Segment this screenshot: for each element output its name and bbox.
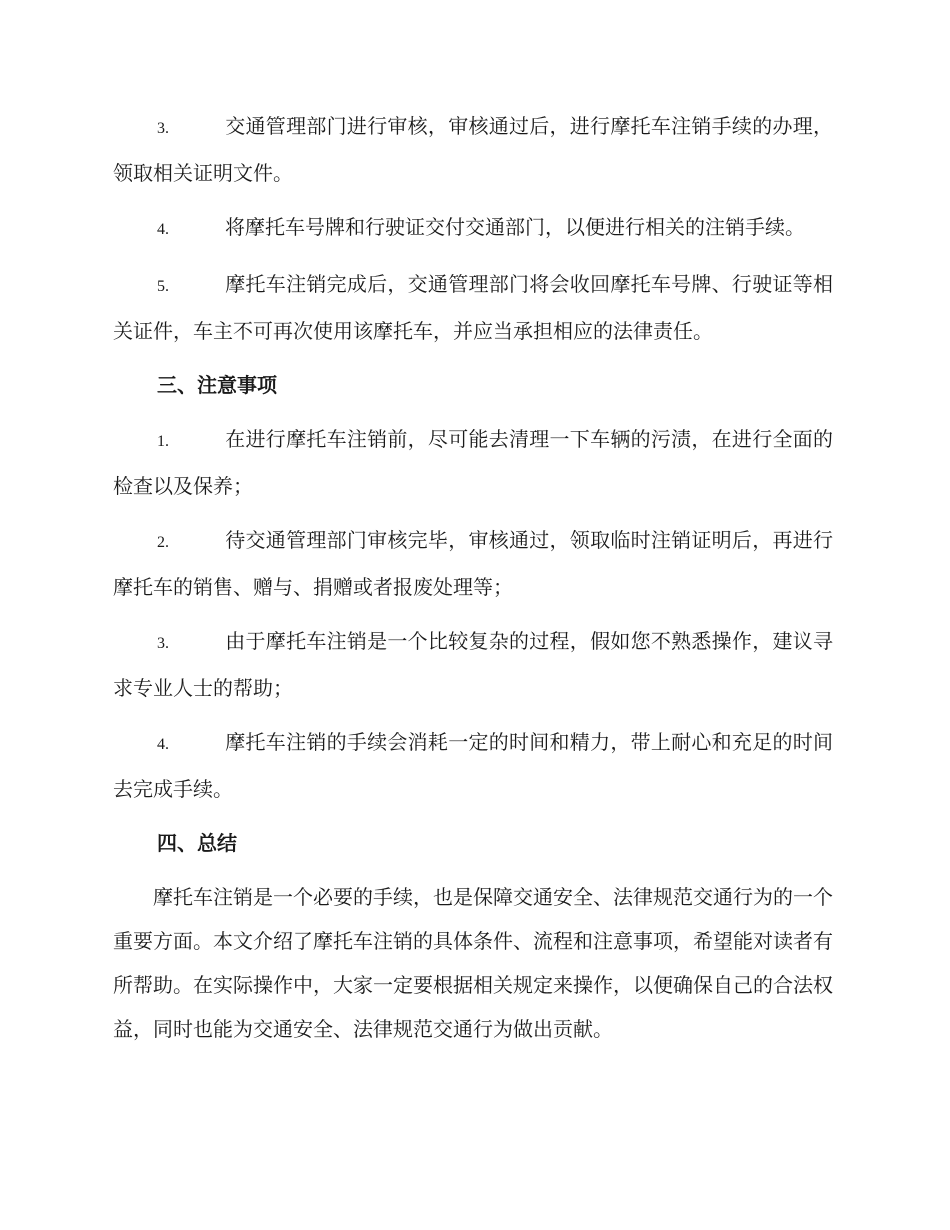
list-item	[113, 720, 833, 811]
list-text: 待交通管理部门审核完毕，审核通过，领取临时注销证明后，再进行摩托车的销售、赠与、捐赠或者报废处理等；	[113, 528, 833, 599]
list-text: 将摩托车号牌和行驶证交付交通部门，以便进行相关的注销手续。	[225, 215, 805, 239]
list-item	[113, 518, 833, 609]
list-number: 4.	[157, 736, 169, 753]
list-number: 5.	[157, 278, 169, 295]
list-number: 1.	[157, 433, 169, 450]
list-text: 交通管理部门进行审核，审核通过后，进行摩托车注销手续的办理，领取相关证明文件。	[113, 114, 833, 185]
list-number: 2.	[157, 534, 169, 551]
list-item	[113, 417, 833, 508]
list-item	[113, 262, 833, 353]
section-heading-notes: 三、注意事项	[157, 373, 277, 397]
list-text: 在进行摩托车注销前，尽可能去清理一下车辆的污渍，在进行全面的检查以及保养；	[113, 427, 833, 498]
list-text: 由于摩托车注销是一个比较复杂的过程，假如您不熟悉操作，建议寻求专业人士的帮助；	[113, 629, 833, 700]
list-item	[113, 205, 833, 252]
list-number: 3.	[157, 120, 169, 137]
list-text: 摩托车注销的手续会消耗一定的时间和精力，带上耐心和充足的时间去完成手续。	[113, 730, 833, 801]
list-number: 3.	[157, 635, 169, 652]
list-item	[113, 104, 833, 195]
document-page	[113, 104, 833, 1051]
section-heading-summary: 四、总结	[157, 831, 237, 855]
list-text: 摩托车注销完成后，交通管理部门将会收回摩托车号牌、行驶证等相关证件，车主不可再次使用该摩托车，并应当承担相应的法律责任。	[113, 272, 833, 343]
list-number: 4.	[157, 221, 169, 238]
list-item	[113, 619, 833, 710]
summary-paragraph: 摩托车注销是一个必要的手续，也是保障交通安全、法律规范交通行为的一个重要方面。本文介绍了摩托车注销的具体条件、流程和注意事项，希望能对读者有所帮助。在实际操作中，大家一定要根据相关规定来操作，以便确保自己的合法权益，同时也能为交通安全、法律规范交通行为做出贡献。	[113, 885, 833, 1041]
